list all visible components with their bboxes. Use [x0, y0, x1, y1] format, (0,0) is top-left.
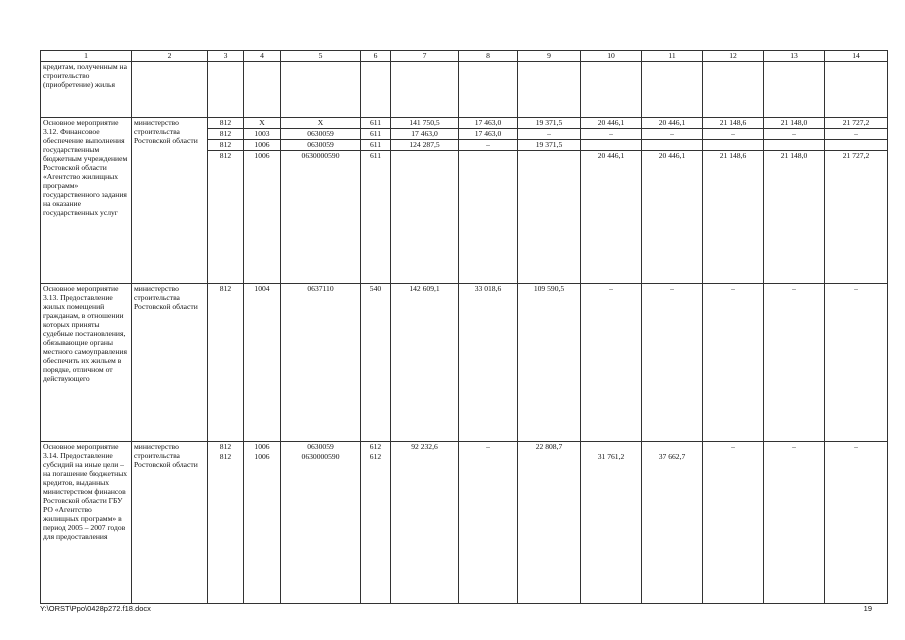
- value-cell: [642, 284, 703, 442]
- table-row: [41, 284, 888, 442]
- executor: министерство строительства Ростовской области: [132, 284, 208, 442]
- value-cell: [391, 118, 459, 284]
- value: –: [731, 442, 735, 451]
- value: 612: [369, 442, 382, 451]
- value: 812: [208, 140, 243, 151]
- value: 33 018,6: [474, 284, 502, 293]
- value: [642, 140, 702, 151]
- value-cell: [825, 62, 888, 118]
- value: [764, 140, 824, 151]
- value: 17 463,0: [459, 118, 517, 129]
- value: 20 446,1: [642, 118, 702, 129]
- value: 612: [369, 452, 382, 461]
- value: 611: [369, 151, 382, 160]
- value: 0630059: [307, 442, 334, 451]
- value: –: [459, 140, 517, 151]
- value: –: [825, 129, 887, 140]
- value: [391, 452, 458, 462]
- value: –: [609, 284, 613, 293]
- value-cell: [518, 284, 581, 442]
- value-cell: [361, 62, 391, 118]
- column-number: 2: [132, 51, 208, 62]
- value: 812: [208, 118, 243, 129]
- value: 21 148,0: [780, 151, 808, 160]
- value: 20 446,1: [597, 151, 625, 160]
- value-cell: [518, 62, 581, 118]
- value: –: [486, 442, 490, 451]
- value-cell: [825, 284, 888, 442]
- value: 21 148,6: [719, 151, 747, 160]
- value-cell: [208, 62, 244, 118]
- value-cell: [459, 62, 518, 118]
- value: –: [703, 129, 763, 140]
- value: [703, 140, 763, 151]
- value: 812: [208, 129, 243, 140]
- file-path: Y:\ORST\Ppo\0428p272.f18.docx: [40, 604, 151, 613]
- activity-name: Основное мероприятие 3.14. Предоставление субсидий на иные цели – на погашение бюджетных кредитов, выданных министерством финансов Ростовской области ГБУ РО «Агентство жилищных программ» в период 2005 – 2007 годов для предоставления: [41, 442, 132, 604]
- value-cell: [642, 442, 703, 604]
- value-cell: [518, 442, 581, 604]
- value-cell: [281, 442, 361, 604]
- value: –: [764, 129, 824, 140]
- value-cell: [703, 284, 764, 442]
- value: 21 727,2: [842, 151, 870, 160]
- value: [581, 140, 641, 151]
- value: [825, 140, 887, 151]
- value-cell: [703, 118, 764, 284]
- value: 1006: [254, 452, 270, 461]
- value: Х: [281, 118, 360, 129]
- value: –: [854, 442, 858, 451]
- value: 17 463,0: [459, 129, 517, 140]
- value: –: [642, 129, 702, 140]
- column-number: 10: [581, 51, 642, 62]
- value-cell: [391, 284, 459, 442]
- value: 22 808,7: [535, 442, 563, 451]
- value: 0630059: [281, 129, 360, 140]
- value-cell: [642, 118, 703, 284]
- value: 21 148,0: [764, 118, 824, 129]
- executor: министерство строительства Ростовской области: [132, 442, 208, 604]
- value-cell: [361, 118, 391, 284]
- executor: [132, 62, 208, 118]
- value: –: [792, 442, 796, 451]
- value: 17 463,0: [391, 129, 458, 140]
- value-cell: [208, 442, 244, 604]
- value: 812: [219, 151, 232, 160]
- value: [518, 452, 580, 462]
- value: 19 371,5: [518, 118, 580, 129]
- value: 611: [361, 118, 390, 129]
- value: 611: [361, 140, 390, 151]
- value: [764, 452, 824, 462]
- value: –: [792, 284, 796, 293]
- column-number: 9: [518, 51, 581, 62]
- value-cell: [518, 118, 581, 284]
- value-cell: [244, 62, 281, 118]
- value-cell: [825, 442, 888, 604]
- value: 611: [361, 129, 390, 140]
- value: [459, 151, 517, 161]
- value-cell: [581, 442, 642, 604]
- value: 21 727,2: [825, 118, 887, 129]
- value: [459, 452, 517, 462]
- value-cell: [244, 284, 281, 442]
- value: 142 609,1: [409, 284, 440, 293]
- value-cell: [244, 118, 281, 284]
- value: 92 232,6: [411, 442, 438, 451]
- value-cell: [208, 284, 244, 442]
- value: –: [670, 284, 674, 293]
- value: 141 750,5: [391, 118, 458, 129]
- value: 21 148,6: [703, 118, 763, 129]
- column-number: 1: [41, 51, 132, 62]
- value: 19 371,5: [518, 140, 580, 151]
- column-number: 12: [703, 51, 764, 62]
- column-number: 4: [244, 51, 281, 62]
- column-number: 8: [459, 51, 518, 62]
- column-number: 7: [391, 51, 459, 62]
- value-cell: [208, 118, 244, 284]
- value: 1003: [244, 129, 280, 140]
- value: 31 761,2: [597, 452, 625, 461]
- value: 0630000590: [301, 151, 340, 160]
- value-cell: [825, 118, 888, 284]
- value: 124 287,5: [391, 140, 458, 151]
- value-cell: [703, 62, 764, 118]
- column-number: 5: [281, 51, 361, 62]
- value: 812: [219, 452, 232, 461]
- value-cell: [361, 284, 391, 442]
- value-cell: [581, 118, 642, 284]
- budget-table: [40, 50, 888, 604]
- value-cell: [581, 284, 642, 442]
- column-number: 6: [361, 51, 391, 62]
- value: [642, 442, 702, 452]
- value: [581, 442, 641, 452]
- column-number: 3: [208, 51, 244, 62]
- value: 20 446,1: [581, 118, 641, 129]
- value-cell: [391, 442, 459, 604]
- value: 0630000590: [301, 452, 340, 461]
- value: 540: [369, 284, 382, 293]
- value-cell: [361, 442, 391, 604]
- header-row: [41, 51, 888, 62]
- value-cell: [764, 284, 825, 442]
- value-cell: [764, 62, 825, 118]
- value: –: [518, 129, 580, 140]
- value-cell: [459, 118, 518, 284]
- value: 0630059: [281, 140, 360, 151]
- table-row: [41, 118, 888, 284]
- value: 1006: [254, 442, 270, 451]
- value-cell: [764, 118, 825, 284]
- page-number: 19: [863, 604, 872, 613]
- value-cell: [764, 442, 825, 604]
- value: 109 590,5: [533, 284, 565, 293]
- value: –: [731, 284, 735, 293]
- value: 812: [219, 284, 232, 293]
- value-cell: [281, 118, 361, 284]
- value: 1006: [254, 151, 270, 160]
- activity-name: Основное мероприятие 3.13. Предоставление жилых помещений гражданам, в отношении которых приняты судебные постановления, обязывающие органы местного самоуправления обеспечить их жильем в порядке, отличном от действующего: [41, 284, 132, 442]
- value-cell: [703, 442, 764, 604]
- column-number: 11: [642, 51, 703, 62]
- value-cell: [459, 284, 518, 442]
- value-cell: [581, 62, 642, 118]
- value-cell: [459, 442, 518, 604]
- value: 0637110: [307, 284, 334, 293]
- column-number: 13: [764, 51, 825, 62]
- value: Х: [244, 118, 280, 129]
- value: 1006: [244, 140, 280, 151]
- value: [703, 452, 763, 462]
- value-cell: [244, 442, 281, 604]
- value: [518, 151, 580, 161]
- value: 37 662,7: [658, 452, 686, 461]
- activity-name: кредитам, полученным на строительство (приобретение) жилья: [41, 62, 132, 118]
- value: 1004: [254, 284, 270, 293]
- activity-name: Основное мероприятие 3.12. Финансовое обеспечение выполнения государственным бюджетным учреждением Ростовской области «Агентство жилищных программ» государственного задания на оказание государственных услуг: [41, 118, 132, 284]
- value-cell: [281, 284, 361, 442]
- value: 20 446,1: [658, 151, 686, 160]
- value-cell: [642, 62, 703, 118]
- value-cell: [391, 62, 459, 118]
- table-row: [41, 442, 888, 604]
- value-cell: [281, 62, 361, 118]
- value: –: [581, 129, 641, 140]
- value: [825, 452, 887, 462]
- executor: министерство строительства Ростовской области: [132, 118, 208, 284]
- column-number: 14: [825, 51, 888, 62]
- value: 812: [219, 442, 232, 451]
- value: [391, 151, 458, 161]
- table-row: [41, 62, 888, 118]
- value: –: [854, 284, 858, 293]
